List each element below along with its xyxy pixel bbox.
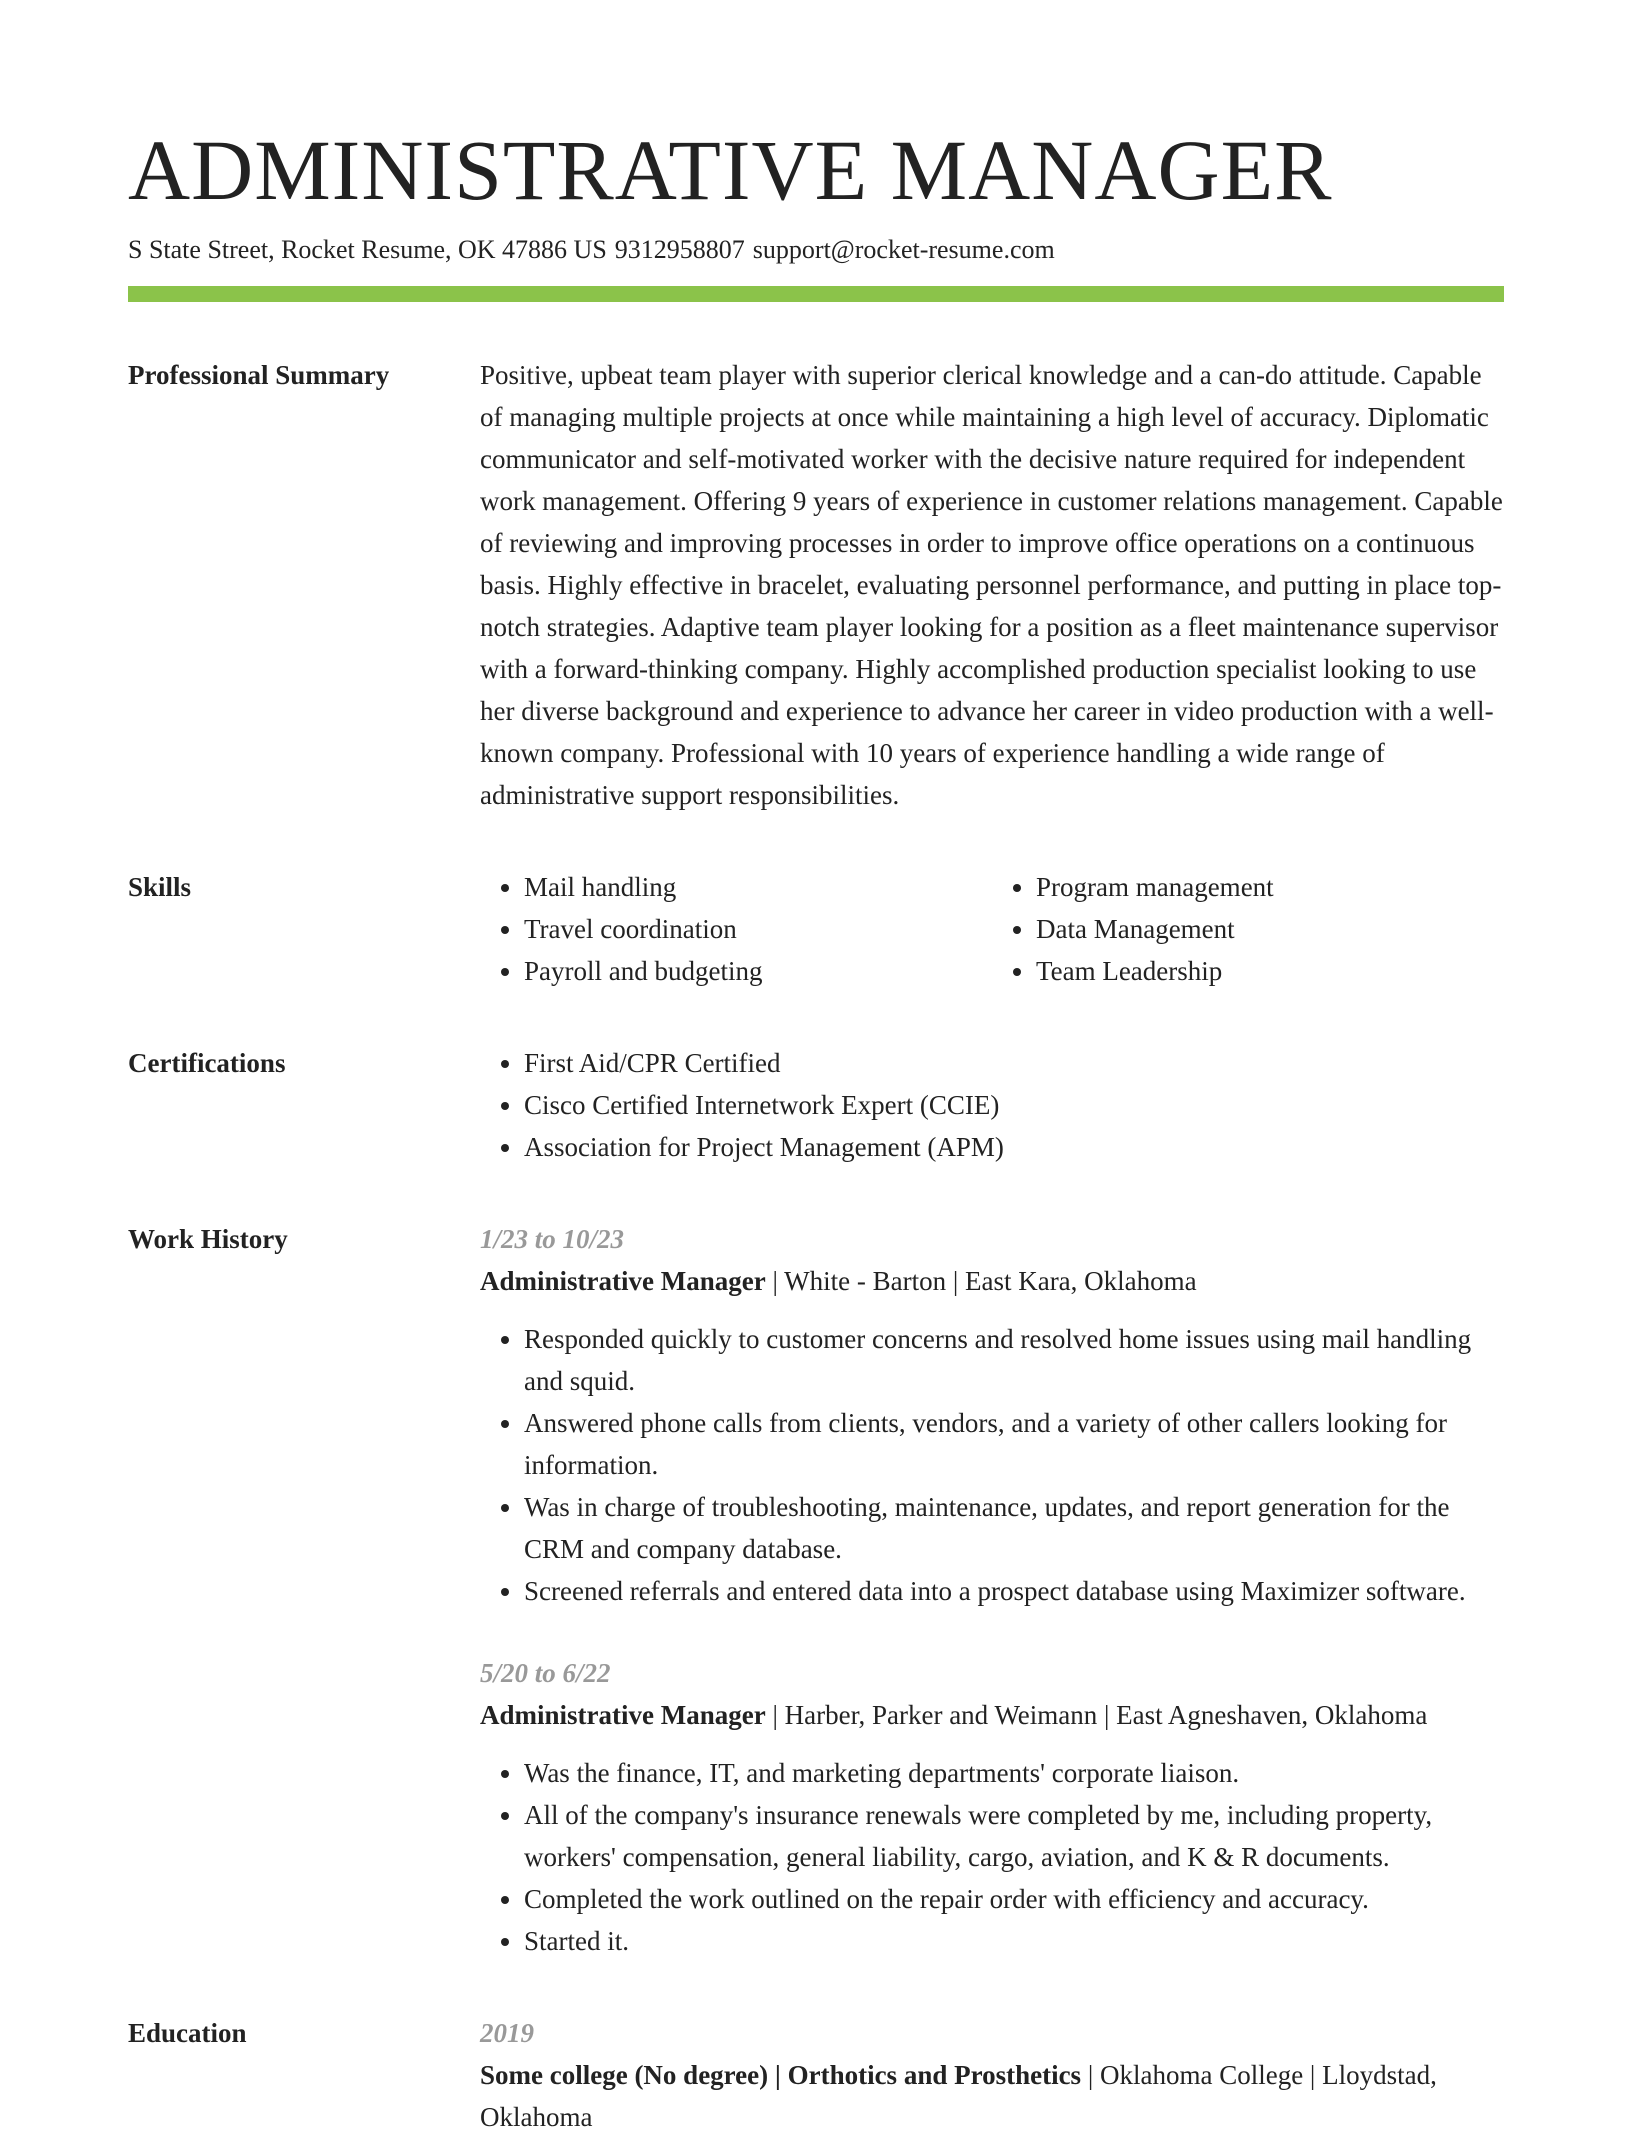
- skill-item: • Mail handling: [524, 866, 992, 908]
- contact-address: S State Street, Rocket Resume, OK 47886 US: [128, 235, 607, 264]
- section-title-work: Work History: [128, 1224, 288, 1254]
- job-bullets: [480, 1318, 1504, 1612]
- job-bullet: • Was in charge of troubleshooting, maintenance, updates, and report generation for the CRM and company database.: [524, 1486, 1504, 1570]
- job-details: | White - Barton | East Kara, Oklahoma: [765, 1266, 1197, 1296]
- section-title-skills: Skills: [128, 872, 192, 902]
- job-dates: 5/20 to 6/22: [480, 1658, 611, 1688]
- skills-list-left: [480, 866, 992, 992]
- education-degree: Some college (No degree) | Orthotics and Prosthetics: [480, 2060, 1082, 2090]
- job-bullet: • All of the company's insurance renewals were completed by me, including property, workers' compensation, general liability, cargo, aviation, and K & R documents.: [524, 1794, 1504, 1878]
- job-bullet: • Completed the work outlined on the repair order with efficiency and accuracy.: [524, 1878, 1504, 1920]
- contact-line: [128, 232, 1504, 268]
- summary-text: Positive, upbeat team player with superior clerical knowledge and a can-do attitude. Capable of managing multiple projects at once while maintaining a high level of accuracy. Diplomatic communicator and self-motivated worker with the decisive nature required for independent work management. Offering 9 years of experience in customer relations management. Capable of reviewing and improving processes in order to improve office operations on a continuous basis. Highly effective in bracelet, evaluating personnel performance, and putting in place top-notch strategies. Adaptive team player looking for a position as a fleet maintenance supervisor with a forward-thinking company. Highly accomplished production specialist looking to use her diverse background and experience to advance her career in video production with a well-known company. Professional with 10 years of experience handling a wide range of administrative support responsibilities.: [480, 360, 1503, 810]
- section-title-education: Education: [128, 2018, 247, 2048]
- job-details: | Harber, Parker and Weimann | East Agneshaven, Oklahoma: [765, 1700, 1428, 1730]
- job-role: Administrative Manager: [480, 1700, 766, 1730]
- job-bullets: [480, 1752, 1504, 1962]
- job-bullet: • Started it.: [524, 1920, 1504, 1962]
- skill-item: • Team Leadership: [1036, 950, 1504, 992]
- job-heading: [480, 1694, 1504, 1736]
- education-section: [128, 2012, 1504, 2138]
- section-title-summary: Professional Summary: [128, 360, 390, 390]
- skills-section: [128, 866, 1504, 992]
- section-title-certifications: Certifications: [128, 1048, 286, 1078]
- certifications-list: [480, 1042, 1504, 1168]
- job-dates: 1/23 to 10/23: [480, 1224, 625, 1254]
- contact-email: support@rocket-resume.com: [752, 235, 1055, 264]
- job-bullet: • Answered phone calls from clients, vendors, and a variety of other callers looking for information.: [524, 1402, 1504, 1486]
- contact-phone: 9312958807: [614, 235, 745, 264]
- certification-item: • Cisco Certified Internetwork Expert (CCIE): [524, 1084, 1504, 1126]
- resume-page: [128, 120, 1504, 2138]
- education-heading: [480, 2054, 1504, 2138]
- education-year: 2019: [480, 2018, 534, 2048]
- skill-item: • Payroll and budgeting: [524, 950, 992, 992]
- job-heading: [480, 1260, 1504, 1302]
- certification-item: • First Aid/CPR Certified: [524, 1042, 1504, 1084]
- job-bullet: • Responded quickly to customer concerns and resolved home issues using mail handling and squid.: [524, 1318, 1504, 1402]
- job-bullet: • Was the finance, IT, and marketing departments' corporate liaison.: [524, 1752, 1504, 1794]
- job-entry: [480, 1652, 1504, 1962]
- job-role: Administrative Manager: [480, 1266, 766, 1296]
- job-bullet: • Screened referrals and entered data into a prospect database using Maximizer software.: [524, 1570, 1504, 1612]
- accent-divider: [128, 286, 1504, 302]
- certification-item: • Association for Project Management (APM): [524, 1126, 1504, 1168]
- job-entry: [480, 1218, 1504, 1612]
- education-details: | Oklahoma College | Lloydstad, Oklahoma: [480, 2060, 1437, 2132]
- work-history-section: [128, 1218, 1504, 1962]
- skill-item: • Program management: [1036, 866, 1504, 908]
- skills-list-right: [992, 866, 1504, 992]
- resume-name: ADMINISTRATIVE MANAGER: [128, 122, 1333, 218]
- skill-item: • Travel coordination: [524, 908, 992, 950]
- summary-section: [128, 354, 1504, 816]
- skill-item: • Data Management: [1036, 908, 1504, 950]
- certifications-section: [128, 1042, 1504, 1168]
